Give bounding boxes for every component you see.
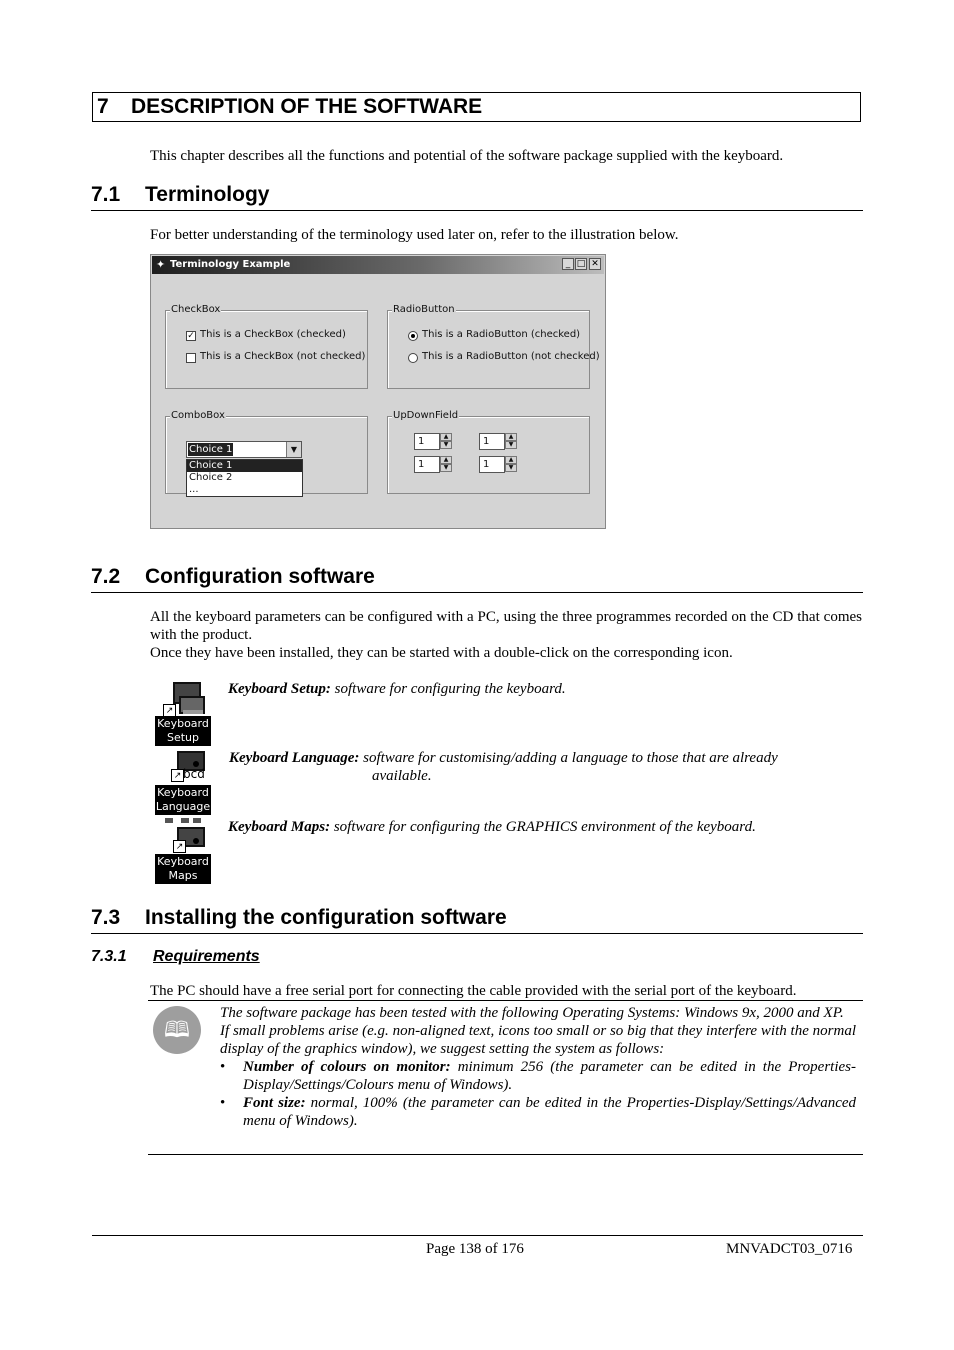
- keyboard-maps-description: [228, 818, 756, 836]
- requirements-text: The PC should have a free serial port for connecting the cable provided with the serial port of the keyboard.: [150, 983, 797, 999]
- bullet-text: normal, 100% (the parameter can be edited in the Properties-Display/Settings/Advanced menu of Windows).: [243, 1095, 857, 1129]
- note-bullet: • Number of colours on monitor: minimum 256 (the parameter can be edited in the Properties-Display/Settings/Colours menu of Windows).: [220, 1059, 856, 1093]
- book-icon: 🕮: [153, 1006, 201, 1054]
- group-label: ComboBox: [171, 410, 225, 421]
- icon-caption: [155, 716, 211, 746]
- note-text: [220, 1004, 856, 1130]
- keyboard-language-description-cont: available.: [372, 768, 432, 784]
- checkbox-unchecked[interactable]: [186, 353, 196, 363]
- dropdown-option[interactable]: Choice 1: [187, 460, 302, 472]
- keyboard-language-description: [229, 749, 778, 767]
- combobox[interactable]: [186, 441, 302, 458]
- bullet-label: Number of colours on monitor:: [243, 1059, 451, 1075]
- checkbox-group: [165, 304, 368, 389]
- radio-checked[interactable]: [408, 331, 418, 341]
- section-number: 7.3: [91, 906, 121, 929]
- program-desc: software for customising/adding a language to those that are already: [363, 750, 778, 766]
- combobox-value: Choice 1: [189, 444, 233, 455]
- caption-line: Setup: [166, 731, 200, 744]
- program-name: Keyboard Setup:: [228, 681, 331, 697]
- app-icon: ✦: [156, 258, 166, 271]
- maximize-button[interactable]: □: [576, 259, 586, 269]
- section-heading-7-3: [91, 906, 863, 934]
- minimize-button[interactable]: _: [562, 258, 574, 270]
- caption-line: Maps: [168, 869, 198, 882]
- keyboard-maps-icon: ↗: [163, 818, 203, 854]
- spin-buttons[interactable]: ▲ ▼: [505, 456, 517, 473]
- combobox-group: [165, 410, 368, 495]
- chevron-down-icon[interactable]: ▼: [286, 442, 301, 457]
- note-paragraph: If small problems arise (e.g. non-aligned text, icons too small or so big that they interfere with the normal display of the graphics window), we suggest setting the system as follows:: [220, 1023, 856, 1057]
- keyboard-language-shortcut[interactable]: [155, 749, 211, 815]
- footer-rule: [92, 1235, 863, 1236]
- updown-field[interactable]: 1: [414, 433, 440, 450]
- program-desc: software for configuring the GRAPHICS environment of the keyboard.: [333, 819, 756, 835]
- radio-label: This is a RadioButton (checked): [422, 329, 581, 340]
- radiobutton-group: [387, 304, 600, 389]
- checkbox-label: This is a CheckBox (checked): [200, 329, 346, 340]
- spin-buttons[interactable]: ▲ ▼: [440, 456, 452, 473]
- dropdown-option[interactable]: ...: [189, 484, 199, 495]
- note-box: [148, 1000, 863, 1155]
- section-title: Terminology: [145, 183, 270, 206]
- section-number: 7.2: [91, 565, 121, 588]
- program-name: Keyboard Language:: [229, 750, 360, 766]
- updown-field[interactable]: 1: [414, 456, 440, 473]
- icon-caption: [155, 785, 211, 815]
- section-number: 7.1: [91, 183, 121, 206]
- keyboard-setup-shortcut[interactable]: [155, 680, 211, 746]
- keyboard-maps-shortcut[interactable]: [155, 818, 211, 884]
- checkbox-checked[interactable]: ✓: [187, 331, 195, 341]
- caption-line: Keyboard: [157, 786, 209, 799]
- subsection-number: 7.3.1: [91, 948, 127, 965]
- group-label: UpDownField: [393, 410, 459, 421]
- window-titlebar: [152, 256, 604, 274]
- bullet-label: Font size:: [243, 1095, 306, 1111]
- note-paragraph: The software package has been tested with the following Operating Systems: Windows 9x, 2000 and XP.: [220, 1005, 844, 1021]
- section-heading-7-2: [91, 565, 863, 593]
- program-desc: software for configuring the keyboard.: [334, 681, 566, 697]
- spin-buttons[interactable]: ▲ ▼: [440, 433, 452, 450]
- chapter-number: 7: [97, 95, 109, 118]
- config-paragraph-2: Once they have been installed, they can be started with a double-click on the corresponding icon.: [150, 645, 733, 661]
- abcd-language-icon: ↗ bcd: [163, 749, 203, 785]
- caption-line: Keyboard: [157, 855, 209, 868]
- chapter-heading: [92, 92, 861, 122]
- updown-field[interactable]: 1: [479, 456, 505, 473]
- dropdown-option[interactable]: Choice 2: [189, 472, 233, 483]
- terminology-window: [150, 254, 606, 529]
- bullet-text: minimum 256 (the parameter can be edited in the Properties-Display/Settings/Colours menu of Windows).: [243, 1059, 856, 1093]
- config-paragraph-1: All the keyboard parameters can be configured with a PC, using the three programmes recorded on the CD that comes with the product.: [150, 609, 862, 643]
- chapter-title: DESCRIPTION OF THE SOFTWARE: [131, 95, 483, 118]
- page-number: Page 138 of 176: [426, 1241, 524, 1257]
- section-heading-7-1: [91, 183, 863, 211]
- caption-line: Keyboard: [157, 717, 209, 730]
- updown-field[interactable]: 1: [479, 433, 505, 450]
- spin-buttons[interactable]: ▲ ▼: [505, 433, 517, 450]
- checkbox-label: This is a CheckBox (not checked): [200, 351, 366, 362]
- chapter-intro: This chapter describes all the functions and potential of the software package supplied with the keyboard.: [150, 148, 784, 164]
- updown-group: [387, 410, 590, 494]
- document-code: MNVADCT03_0716: [726, 1241, 853, 1257]
- group-label: CheckBox: [171, 304, 221, 315]
- radio-label: This is a RadioButton (not checked): [422, 351, 600, 362]
- section-title: Configuration software: [145, 565, 375, 588]
- monitor-computer-icon: ↗: [163, 680, 203, 716]
- subsection-title: Requirements: [153, 948, 260, 965]
- icon-caption: [155, 854, 211, 884]
- group-label: RadioButton: [393, 304, 455, 315]
- combobox-dropdown: [186, 459, 303, 497]
- radio-unchecked[interactable]: [408, 353, 418, 363]
- note-bullet: • Font size: normal, 100% (the parameter can be edited in the Properties-Display/Settings/Advanced menu of Windows).: [220, 1095, 857, 1129]
- close-button[interactable]: ✕: [589, 258, 601, 270]
- caption-line: Language: [155, 800, 211, 813]
- section-title: Installing the configuration software: [145, 906, 507, 929]
- keyboard-setup-description: [228, 680, 566, 698]
- terminology-text: For better understanding of the terminology used later on, refer to the illustration below.: [150, 227, 679, 243]
- program-name: Keyboard Maps:: [228, 819, 331, 835]
- window-title: Terminology Example: [170, 259, 291, 270]
